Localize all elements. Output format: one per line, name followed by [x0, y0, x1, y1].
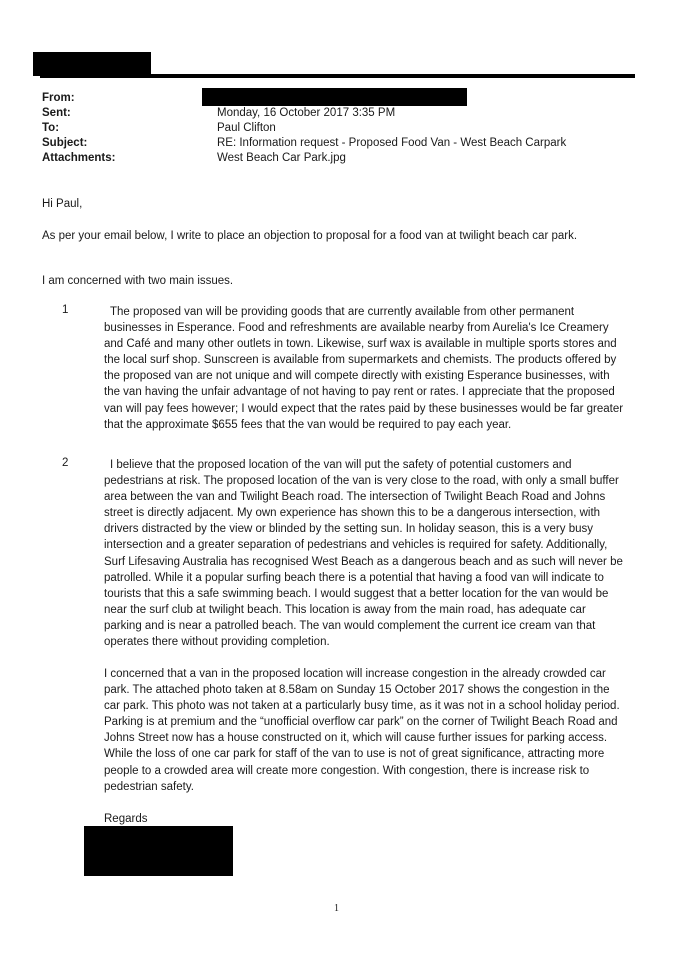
attachment-link[interactable]: West Beach Car Park.jpg	[217, 152, 346, 164]
subject-label: Subject:	[42, 137, 88, 149]
item-2-number: 2	[62, 457, 69, 469]
item-1-number: 1	[62, 304, 69, 316]
intro-paragraph: As per your email below, I write to place an objection to proposal for a food van at twilight beach car park.	[42, 230, 578, 242]
to-value: Paul Clifton	[217, 122, 276, 134]
redacted-sender-block	[33, 52, 151, 76]
to-label: To:	[42, 122, 60, 134]
redacted-signature	[84, 826, 233, 876]
sent-label: Sent:	[42, 107, 71, 119]
header-rule	[40, 74, 635, 78]
sent-value: Monday, 16 October 2017 3:35 PM	[217, 107, 396, 119]
page-number: 1	[334, 903, 339, 914]
item-2-continuation-paragraph: I concerned that a van in the proposed location will increase congestion in the already crowded car park. The attached photo taken at 8.58am on Sunday 15 October 2017 shows the congestion in the car park. This photo was not taken at a particularly busy time, as it was not in a school holiday period. Parking is at premium and the “unofficial overflow car park” on the corner of Twilight Beach Road and Johns Street now has a house constructed on it, which will cause further issues for parking access. While the loss of one car park for staff of the van to use is not of great significance, attracting more people to a crowded area will create more congestion. With congestion, there is increase risk to pedestrian safety.	[104, 668, 620, 793]
item-1-paragraph: The proposed van will be providing goods that are currently available from other permanent businesses in Esperance. Food and refreshments are available nearby from Aurelia's Ice Creamery and Café and many other outlets in town. Likewise, surf wax is available in multiple sports stores and the local surf shop. Sunscreen is available from supermarkets and chemists. The products offered by the proposed van are not unique and will compete directly with existing Esperance businesses, with the van having the unfair advantage of not having to pay rent or rates. I appreciate that the proposed van will pay fees however; I would expect that the rates paid by these businesses would be far greater that the approximate $655 fees that the van would be required to pay each year.	[104, 306, 624, 431]
from-label: From:	[42, 92, 75, 104]
concern-line: I am concerned with two main issues.	[42, 275, 234, 287]
attachments-label: Attachments:	[42, 152, 116, 164]
greeting: Hi Paul,	[42, 198, 83, 210]
item-2-paragraph: I believe that the proposed location of the van will put the safety of potential customers and pedestrians at risk. The proposed location of the van is very close to the road, with only a small buffer area between the van and Twilight Beach road. The intersection of Twilight Beach Road and Johns street is directly adjacent. My own experience has shown this to be a dangerous intersection, with drivers distracted by the view or blinded by the setting sun. In holiday season, this is a very busy intersection and a greater separation of pedestrians and vehicles is required for safety. Additionally, Surf Lifesaving Australia has recognised West Beach as a dangerous beach and as such will never be patrolled. While it a popular surfing beach there is a potential that having a food van will indicate to tourists that this a safe swimming beach. I would suggest that a better location for the van would be near the surf club at twilight beach. This location is away from the main road, has adequate car parking and is near a patrolled beach. The van would complement the current ice cream van that operates there without providing completion.	[104, 459, 623, 649]
regards-line: Regards	[104, 813, 148, 825]
subject-value: RE: Information request - Proposed Food Van - West Beach Carpark	[217, 137, 567, 149]
redacted-from-value	[202, 88, 467, 106]
